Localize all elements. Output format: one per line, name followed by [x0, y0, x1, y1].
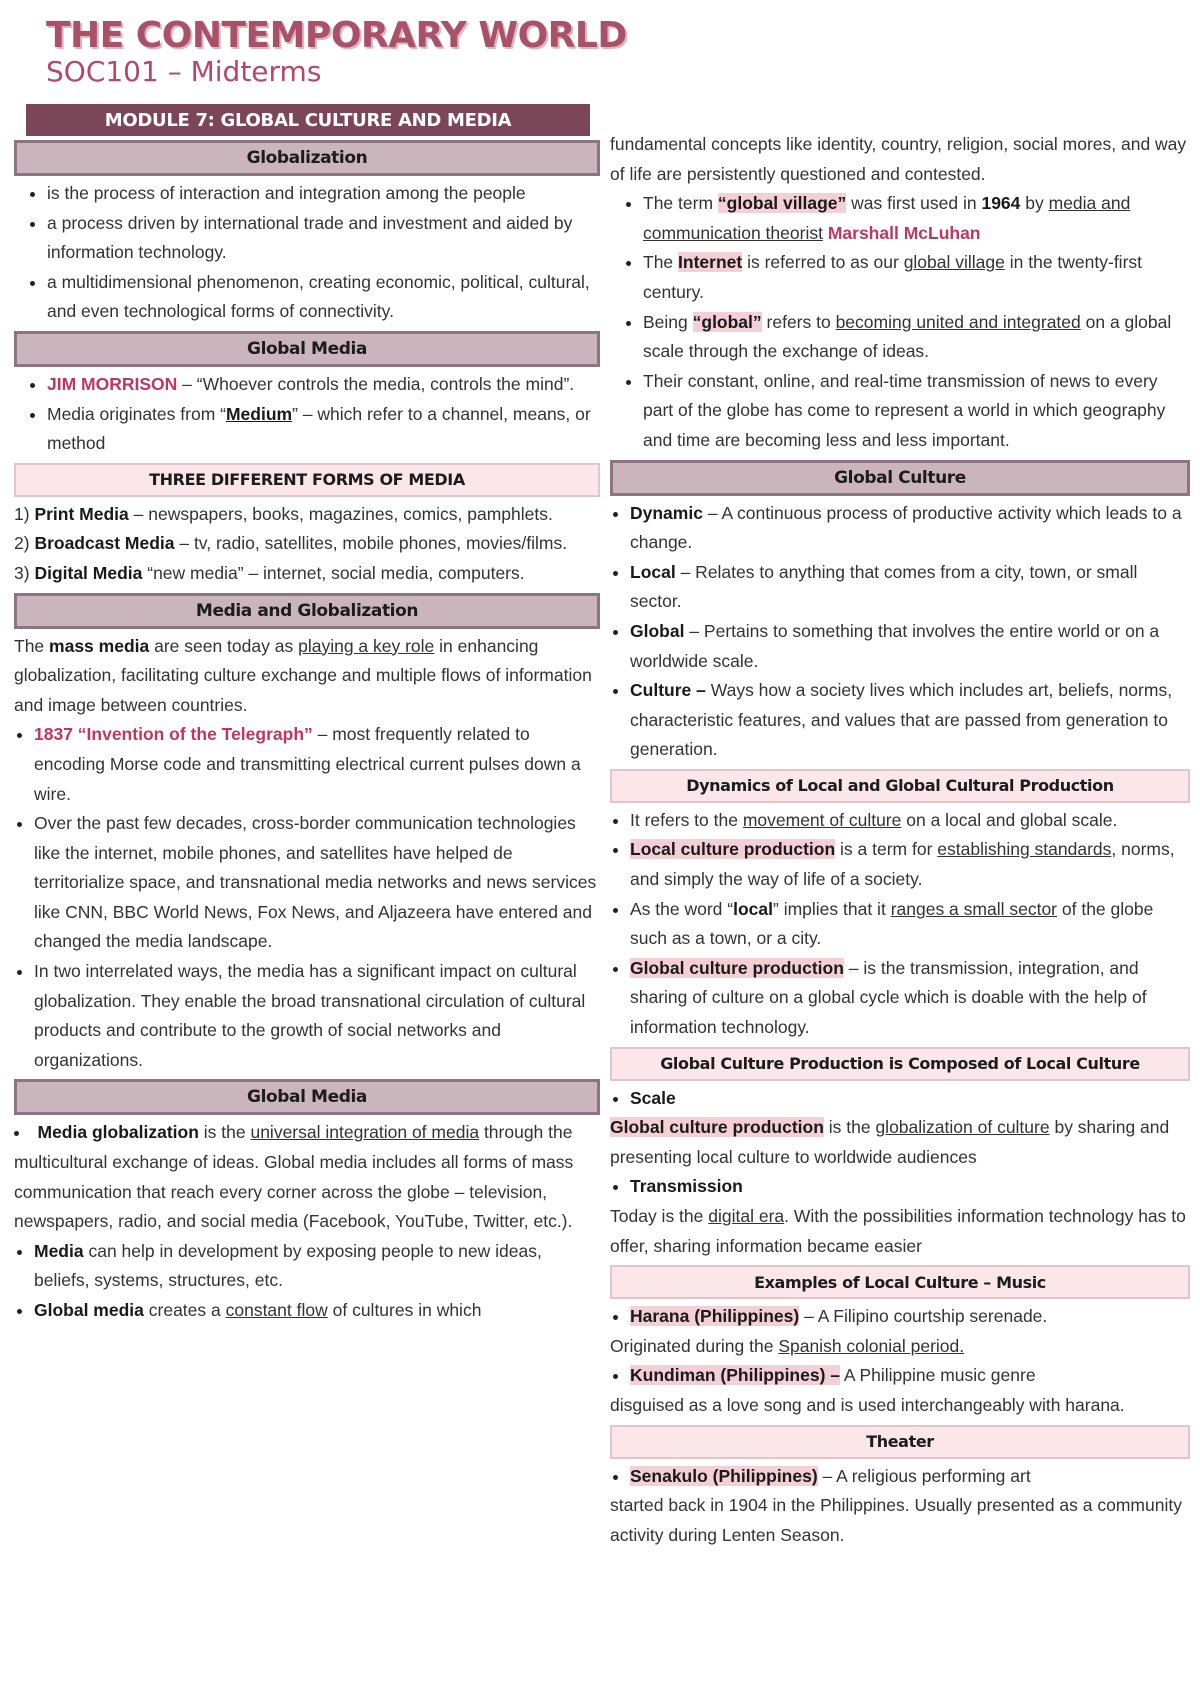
text: ” implies that it — [773, 898, 891, 919]
list-item — [630, 1172, 1190, 1202]
term: local — [733, 898, 773, 919]
text: – A religious performing art — [817, 1465, 1031, 1486]
text: – most frequently related to encoding Morse code and transmitting electrical current pulses down a wire. — [34, 724, 581, 804]
text: are seen today as — [149, 635, 299, 656]
list-item — [630, 558, 1190, 617]
list-item: • is the process of interaction and integration among the people — [47, 179, 600, 209]
number: 3) — [14, 562, 35, 583]
media-globalization-list — [14, 720, 600, 1075]
list-item — [34, 1237, 600, 1296]
text: – Pertains to something that involves the entire world or on a worldwide scale. — [630, 620, 1160, 671]
list-item — [34, 1296, 600, 1326]
music-list-2 — [610, 1361, 1190, 1391]
music-list-1 — [610, 1302, 1190, 1332]
list-item — [34, 720, 600, 809]
text: It refers to the — [630, 809, 743, 830]
text: The term — [643, 193, 718, 214]
heading-global-media: Global Media — [14, 331, 600, 367]
text: Today is the — [610, 1206, 709, 1226]
global-media-2-list — [14, 1118, 600, 1325]
term: Global media — [34, 1300, 144, 1320]
scale-list — [610, 1084, 1190, 1114]
text: Ways how a society lives which includes art, beliefs, norms, characteristic features, and values that are passed from generation to generation. — [630, 680, 1173, 760]
heading-globalization: Globalization — [14, 140, 600, 176]
underlined: digital era — [708, 1206, 785, 1226]
paragraph: fundamental concepts like identity, country, religion, social mores, and way of life are persistently questioned and contested. — [610, 134, 1187, 184]
heading-music: Examples of Local Culture – Music — [610, 1265, 1190, 1299]
dynamics-list — [610, 806, 1190, 1043]
term: Print Media — [34, 503, 129, 524]
text: As the word “ — [630, 898, 734, 919]
list-item: • Their constant, online, and real-time transmission of news to every part of the globe has come to represent a world in which geography and time are becoming less and less important. — [643, 367, 1190, 456]
list-item — [630, 835, 1190, 894]
underlined: media and communication theorist — [643, 193, 1131, 243]
underlined: Spanish colonial period. — [778, 1335, 965, 1356]
term: Local — [630, 561, 676, 582]
term: Dynamic — [630, 502, 703, 523]
list-item — [14, 1118, 600, 1236]
transmission-list — [610, 1172, 1190, 1202]
highlight: Local culture production — [630, 839, 836, 860]
underlined: becoming united and integrated — [835, 311, 1081, 332]
paragraph: disguised as a love song and is used interchangeably with harana. — [610, 1394, 1125, 1415]
term: Transmission — [630, 1176, 743, 1197]
text: in the twenty-first century. — [643, 252, 1143, 302]
heading-global-culture: Global Culture — [610, 460, 1190, 496]
highlight: Kundiman (Philippines) – — [630, 1365, 841, 1386]
heading-composed: Global Culture Production is Composed of Local Culture — [610, 1047, 1190, 1081]
heading-global-media-2: Global Media — [14, 1079, 600, 1115]
text: is the — [823, 1117, 876, 1138]
paragraph — [610, 1332, 1190, 1362]
text: of the globe such as a town, or a city. — [630, 898, 1154, 949]
text: by sharing and presenting local culture to worldwide audiences — [610, 1117, 1170, 1167]
text: through the multicultural exchange of ideas. Global media includes all forms of mass communication that reach every corner across the globe – television, newspapers, radio, and social media (Facebook, YouTube, Twitter, etc.). — [14, 1122, 574, 1232]
list-item — [630, 806, 1190, 836]
text: A Philippine music genre — [840, 1365, 1036, 1386]
module-banner: MODULE 7: GLOBAL CULTURE AND MEDIA — [26, 104, 590, 136]
left-column — [14, 136, 600, 1326]
highlight: Harana (Philippines) — [630, 1306, 800, 1327]
term: Media globalization — [37, 1122, 199, 1143]
text: on a global scale through the exchange of ideas. — [643, 311, 1172, 362]
list-item — [630, 499, 1190, 558]
list-item — [643, 308, 1190, 367]
emphasis: Medium — [225, 403, 293, 424]
list-item — [630, 676, 1190, 765]
text: – A Filipino courtship serenade. — [799, 1306, 1048, 1327]
quote-text: – “Whoever controls the media, controls the mind”. — [177, 373, 575, 394]
page-subtitle: SOC101 – Midterms — [46, 55, 322, 88]
right-column — [610, 130, 1190, 1550]
text: is a term for — [835, 839, 938, 860]
text: is referred to as our — [742, 252, 904, 273]
number: 1) — [14, 503, 35, 524]
paragraph: started back in 1904 in the Philippines. Usually presented as a community activity during Lenten Season. — [610, 1495, 1182, 1545]
text: – newspapers, books, magazines, comics, pamphlets. — [128, 503, 553, 524]
heading-dynamics: Dynamics of Local and Global Cultural Production — [610, 769, 1190, 803]
term: Culture – — [630, 680, 706, 701]
list-item — [643, 189, 1190, 248]
highlight: Global culture production — [630, 957, 844, 978]
underlined: playing a key role — [298, 635, 435, 656]
text: – is the transmission, integration, and sharing of culture on a global cycle which is doable with the help of information technology. — [630, 957, 1147, 1038]
highlight: Global culture production — [610, 1117, 824, 1138]
text: in enhancing globalization, facilitating culture exchange and multiple flows of information and image between countries. — [14, 635, 592, 715]
text: – Relates to anything that comes from a city, town, or small sector. — [630, 561, 1138, 612]
theater-list — [610, 1462, 1190, 1492]
underlined: ranges a small sector — [890, 898, 1058, 919]
highlight: “global” — [692, 311, 762, 332]
list-item — [630, 954, 1190, 1043]
text: refers to — [761, 311, 836, 332]
text: of cultures in which — [327, 1300, 482, 1320]
text: Originated during the — [610, 1335, 779, 1356]
text: on a local and global scale. — [901, 809, 1118, 830]
text: The — [643, 252, 679, 273]
paragraph — [14, 632, 600, 721]
media-form-digital — [14, 559, 600, 589]
term: Broadcast Media — [34, 533, 175, 554]
number: 2) — [14, 533, 35, 554]
text: – tv, radio, satellites, mobile phones, movies/films. — [174, 533, 568, 554]
list-item: • In two interrelated ways, the media has a significant impact on cultural globalization. They enable the broad transnational circulation of cultural products and contribute to the growth of social networks and organizations. — [34, 957, 600, 1075]
underlined: universal integration of media — [250, 1122, 480, 1143]
highlight: “global village” — [717, 193, 847, 214]
term: Scale — [630, 1087, 676, 1108]
list-item: • a process driven by international trade and investment and aided by information technology. — [47, 209, 600, 268]
text: can help in development by exposing people to new ideas, beliefs, systems, structures, etc. — [34, 1240, 542, 1291]
heading-three-forms: THREE DIFFERENT FORMS OF MEDIA — [14, 463, 600, 497]
text: Being — [643, 311, 693, 332]
highlight: Internet — [678, 252, 743, 273]
global-media-list — [14, 370, 600, 459]
person-name: Marshall McLuhan — [827, 222, 981, 243]
text: The — [14, 635, 50, 656]
list-item — [643, 248, 1190, 307]
term: mass media — [49, 635, 150, 656]
heading-media-globalization: Media and Globalization — [14, 593, 600, 629]
highlight: Senakulo (Philippines) — [630, 1465, 818, 1486]
paragraph — [610, 1113, 1190, 1172]
term: Media — [34, 1240, 84, 1261]
quote-author: JIM MORRISON — [47, 373, 178, 394]
text: is the — [198, 1122, 251, 1143]
term: Digital Media — [34, 562, 143, 583]
year: 1964 — [981, 193, 1021, 214]
underlined: globalization of culture — [875, 1117, 1050, 1138]
text: was first used in — [846, 193, 982, 214]
paragraph — [610, 1202, 1190, 1261]
text: “new media” – internet, social media, computers. — [142, 562, 525, 583]
underlined: global village — [903, 252, 1005, 273]
page-title: THE CONTEMPORARY WORLD — [46, 15, 627, 56]
list-item — [630, 895, 1190, 954]
global-village-list — [610, 189, 1190, 455]
heading-theater: Theater — [610, 1425, 1190, 1459]
text: creates a — [143, 1300, 226, 1320]
list-item: • a multidimensional phenomenon, creating economic, political, cultural, and even technological forms of connectivity. — [47, 268, 600, 327]
list-item: • Over the past few decades, cross-border communication technologies like the internet, mobile phones, and satellites have helped de territorialize space, and transnational media networks and news services like CNN, BBC World News, Fox News, and Aljazeera have entered and changed the media landscape. — [34, 809, 600, 957]
term: Global — [630, 620, 685, 641]
text: Media originates from “ — [47, 403, 226, 424]
underlined: constant flow — [225, 1300, 328, 1320]
text: by — [1020, 193, 1049, 214]
list-item — [630, 1361, 1190, 1391]
text: ” – which refer to a channel, means, or method — [47, 403, 591, 454]
globalization-list — [14, 179, 600, 327]
text: , norms, and simply the way of life of a society. — [630, 839, 1175, 890]
global-culture-list — [610, 499, 1190, 765]
list-item — [630, 1462, 1190, 1492]
text: – A continuous process of productive activity which leads to a change. — [630, 502, 1182, 553]
list-item — [47, 400, 600, 459]
media-form-print — [14, 500, 600, 530]
underlined: movement of culture — [742, 809, 902, 830]
list-item — [630, 617, 1190, 676]
media-form-broadcast — [14, 529, 600, 559]
list-item — [630, 1084, 1190, 1114]
event: 1837 “Invention of the Telegraph” — [34, 724, 313, 745]
list-item — [47, 370, 600, 400]
underlined: establishing standards — [937, 839, 1112, 860]
list-item — [630, 1302, 1190, 1332]
text: . With the possibilities information technology has to offer, sharing information became easier — [610, 1206, 1186, 1256]
